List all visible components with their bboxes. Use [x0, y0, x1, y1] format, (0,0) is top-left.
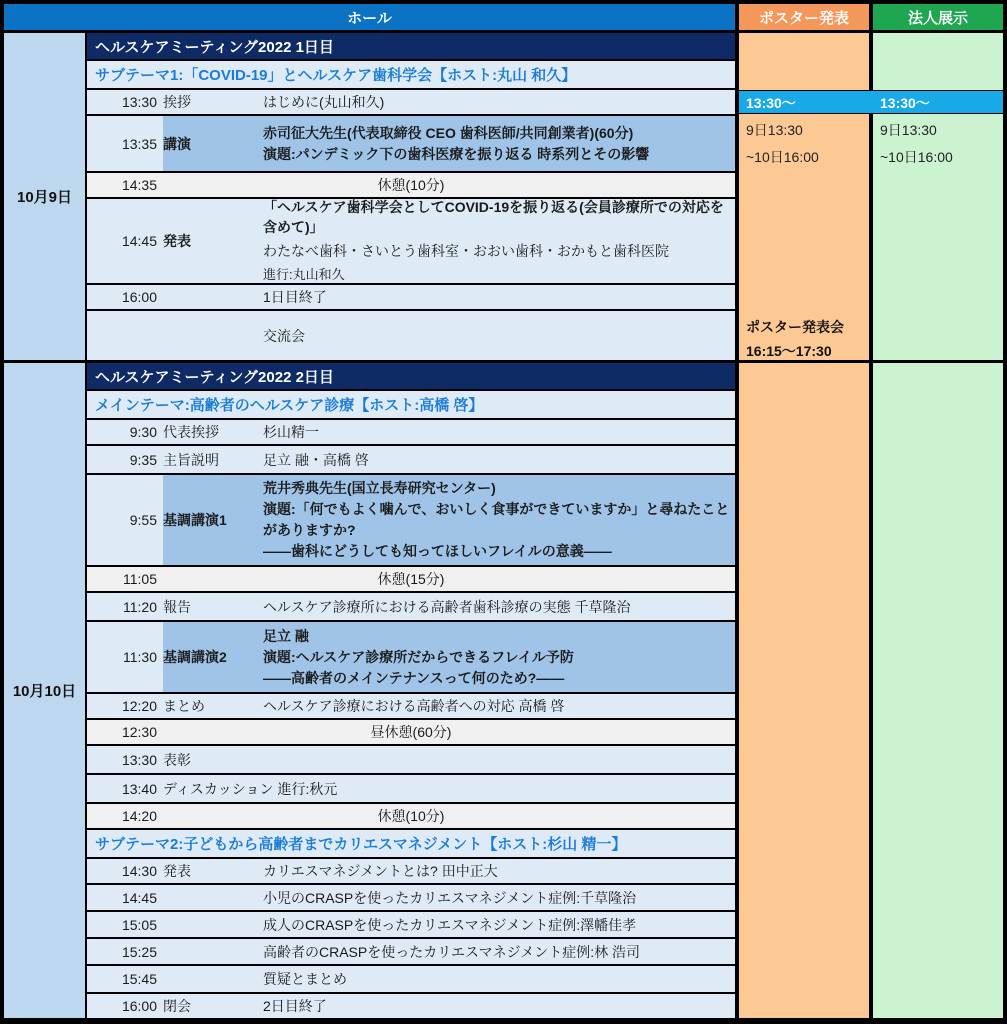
date-cell-day1 — [4, 33, 87, 360]
schedule-row — [87, 773, 735, 802]
hall-column-header — [4, 4, 735, 30]
row-label: 発表 — [163, 233, 191, 249]
day2-date-label: 10月10日 — [12, 683, 77, 700]
row-content: 足立 融 演題:ヘルスケア診療所だからできるフレイル予防 ――高齢者のメインテナンスって何のため?―― — [263, 627, 574, 686]
row-content: 進行:秋元 — [277, 780, 338, 797]
hall-column-title: ホール — [347, 9, 392, 27]
schedule-row — [87, 444, 735, 473]
schedule-row — [87, 283, 735, 309]
exhibit-day2-cell — [873, 363, 1003, 1018]
row-content: 赤司征大先生(代表取締役 CEO 歯科医師/共同創業者)(60分) 演題:パンデミック下の歯科医療を振り返る 時系列とその影響 — [263, 124, 650, 162]
poster-day2-cell — [739, 363, 869, 1018]
row-content: 成人のCRASPを使ったカリエスマネジメント症例:澤幡佳孝 — [263, 916, 637, 933]
row-time — [87, 311, 163, 360]
row-time: 13:30 — [121, 751, 157, 768]
day1-block — [4, 33, 735, 360]
row-content: 1日目終了 — [263, 289, 327, 305]
row-label: 基調講演1 — [163, 512, 227, 528]
date-cell-day2 — [4, 363, 87, 1018]
schedule-row — [87, 88, 735, 114]
break-label: 休憩(10分) — [377, 808, 445, 824]
break-row — [87, 718, 735, 744]
poster-open-time: 13:30〜 — [746, 95, 796, 111]
schedule-row — [87, 692, 735, 718]
row-content: カリエスマネジメントとは? 田中正大 — [263, 863, 498, 879]
schedule-row — [87, 591, 735, 620]
schedule-row — [87, 744, 735, 773]
row-label: ディスカッション — [163, 780, 274, 797]
row-label: 挨拶 — [163, 94, 191, 110]
poster-period-line2: ~10日16:00 — [746, 149, 819, 165]
exhibit-period-line2: ~10日16:00 — [880, 149, 953, 165]
row-content: 杉山精一 — [263, 424, 319, 440]
row-time: 9:55 — [129, 512, 157, 528]
schedule-row — [87, 992, 735, 1018]
schedule-row — [87, 857, 735, 883]
exhibit-period-line1: 9日13:30 — [880, 122, 937, 138]
row-time: 15:05 — [121, 916, 157, 933]
exhibit-column-title: 法人展示 — [907, 9, 968, 27]
row-content: ヘルスケア診療における高齢者への対応 高橋 啓 — [263, 698, 565, 714]
day1-title-row — [87, 33, 735, 59]
poster-session-time: 16:15〜17:30 — [746, 343, 832, 359]
row-label: 発表 — [163, 863, 191, 879]
row-time: 13:30 — [121, 94, 157, 110]
row-time: 16:00 — [121, 289, 157, 305]
row-label: まとめ — [163, 698, 205, 714]
row-content: 質疑とまとめ — [263, 971, 347, 987]
row-label: 基調講演2 — [163, 649, 227, 665]
schedule-row — [87, 964, 735, 992]
row-time: 16:00 — [121, 998, 157, 1014]
day2-subtheme2: サブテーマ2:子どもから高齢者までカリエスマネジメント【ホスト:杉山 精一】 — [95, 836, 627, 853]
row-time: 14:30 — [121, 863, 157, 879]
schedule-row — [87, 309, 735, 360]
break-row — [87, 171, 735, 197]
row-time: 14:45 — [121, 233, 157, 249]
break-row — [87, 802, 735, 828]
exhibit-day1-cell — [873, 33, 1003, 360]
day1-schedule — [87, 33, 735, 360]
row-content: 2日目終了 — [263, 998, 327, 1014]
day1-date-label: 10月9日 — [16, 189, 73, 206]
row-label: 表彰 — [163, 751, 191, 768]
row-time: 15:45 — [121, 971, 157, 987]
schedule-row-keynote1 — [87, 473, 735, 565]
row-time: 13:40 — [121, 780, 157, 797]
day2-schedule — [87, 363, 735, 1018]
row-content: 小児のCRASPを使ったカリエスマネジメント症例:千草隆治 — [263, 889, 637, 906]
opening-time-band — [739, 90, 1003, 114]
break-label: 休憩(10分) — [377, 177, 445, 193]
day2-block — [4, 363, 735, 1018]
lecture-highlight — [163, 622, 735, 692]
schedule-row — [87, 418, 735, 444]
row-time: 14:35 — [121, 177, 157, 193]
lecture-highlight — [163, 116, 735, 171]
poster-day1-cell — [739, 33, 869, 360]
row-label: 代表挨拶 — [163, 424, 219, 440]
row-time: 13:35 — [121, 135, 157, 152]
row-content: ヘルスケア診療所における高齢者歯科診療の実態 千草隆治 — [263, 598, 631, 615]
poster-column-title: ポスター発表 — [758, 9, 849, 27]
exhibit-column-header — [873, 4, 1003, 30]
poster-session-title: ポスター発表会 — [746, 319, 844, 335]
row-time: 12:20 — [121, 698, 157, 714]
row-content: 高齢者のCRASPを使ったカリエスマネジメント症例:林 浩司 — [263, 943, 641, 960]
day1-title: ヘルスケアミーティング2022 1日目 — [95, 38, 334, 56]
schedule-row — [87, 910, 735, 937]
poster-column-header — [739, 4, 869, 30]
schedule-row-lecture — [87, 114, 735, 171]
row-time: 15:25 — [121, 943, 157, 960]
break-label: 休憩(15分) — [377, 571, 445, 587]
break-row — [87, 565, 735, 591]
lecture-highlight — [163, 475, 735, 565]
day2-title-row — [87, 363, 735, 389]
row-time: 11:20 — [123, 598, 157, 615]
row-content: 「ヘルスケア歯科学会としてCOVID-19を振り返る(会員診療所での対応を含めて)」 わたなべ歯科・さいとう歯科室・おおい歯科・おかもと歯科医院 進行:丸山和久 — [263, 199, 724, 282]
row-label: 講演 — [163, 135, 191, 152]
day1-subtheme-row — [87, 59, 735, 88]
row-time: 11:05 — [123, 571, 157, 587]
day2-subtheme2-row — [87, 828, 735, 857]
poster-period-line1: 9日13:30 — [746, 122, 803, 138]
row-time: 14:45 — [121, 889, 157, 906]
schedule-row-presentation — [87, 197, 735, 283]
row-content: 足立 融・高橋 啓 — [263, 451, 369, 468]
day2-title: ヘルスケアミーティング2022 2日目 — [95, 368, 334, 386]
day2-maintheme-row — [87, 389, 735, 418]
row-time: 11:30 — [123, 649, 157, 665]
row-time: 9:30 — [129, 424, 157, 440]
row-label: 主旨説明 — [163, 451, 219, 468]
row-content: はじめに(丸山和久) — [263, 94, 385, 110]
day1-subtheme: サブテーマ1:「COVID-19」とヘルスケア歯科学会【ホスト:丸山 和久】 — [95, 67, 577, 84]
row-label: 閉会 — [163, 998, 191, 1014]
row-label: 報告 — [163, 598, 191, 615]
row-time: 9:35 — [129, 451, 157, 468]
row-content: 交流会 — [263, 327, 305, 344]
exhibit-open-time: 13:30〜 — [880, 95, 930, 111]
row-time: 14:20 — [121, 808, 157, 824]
schedule-row — [87, 883, 735, 910]
schedule-row — [87, 937, 735, 964]
schedule-row-keynote2 — [87, 620, 735, 692]
day2-maintheme: メインテーマ:高齢者のヘルスケア診療【ホスト:高橋 啓】 — [95, 397, 484, 414]
row-content: 荒井秀典先生(国立長寿研究センター) 演題:「何でもよく噛んで、おいしく食事ができていますか」と尋ねたことがありますか? ――歯科にどうしても知ってほしいフレイルの意義―― — [263, 480, 730, 559]
break-label: 昼休憩(60分) — [370, 724, 452, 740]
row-time: 12:30 — [121, 724, 157, 740]
